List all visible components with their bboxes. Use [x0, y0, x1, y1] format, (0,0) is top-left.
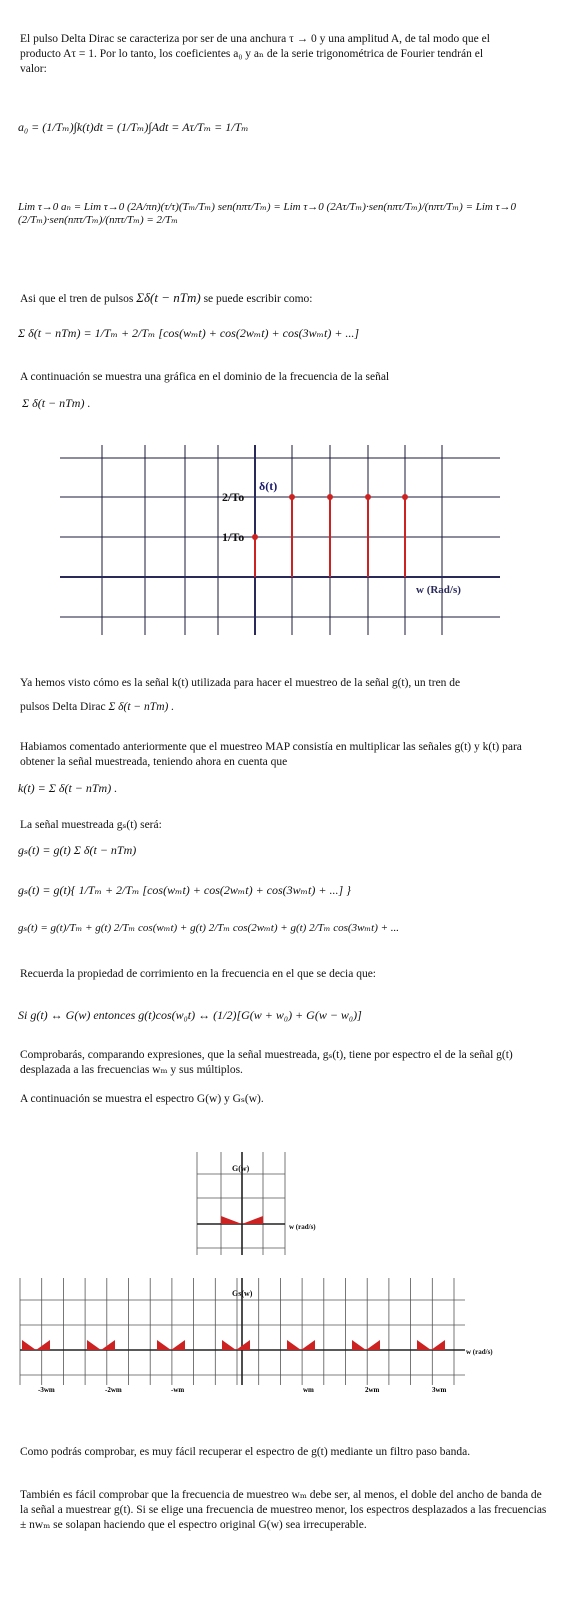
equation-limit-text: Lim τ→0 aₙ = Lim τ→0 (2A/πn)(τ/τ)(Tₘ/Tₘ) sen(nπτ/Tₘ) = Lim τ→0 (2Aτ/Tₘ)·sen(nπτ/Tₘ)/(nπτ/Tₘ) = Lim τ→0 (2/Tₘ)·sen(nπτ/Tₘ)/(nπτ/Tₘ) = 2/Tₘ: [18, 201, 517, 226]
equation-train: [18, 326, 359, 341]
equation-gs2: gₛ(t) = g(t){ 1/Tₘ + 2/Tₘ [cos(wₘt) + cos(2wₘt) + cos(3wₘt) + ...] }: [18, 883, 351, 897]
graph3-tick-label: 3wm: [432, 1386, 447, 1394]
equation-gs1: gₛ(t) = g(t) Σ δ(t − nTm): [18, 843, 137, 857]
equation-a0-text: a₀ = (1/Tₘ)∫k(t)dt = (1/Tₘ)∫Adt = Aτ/Tₘ = 1/Tₘ: [18, 120, 249, 134]
train-paragraph: [20, 290, 560, 307]
graph3-spectrum-copy: [352, 1340, 380, 1350]
graph3-spectrum-copy: [222, 1340, 250, 1350]
graph3-tick-labels: [38, 1386, 447, 1394]
graph-intro-equation: Σ δ(t − nTm) .: [22, 396, 91, 410]
graph3-label-axis: w (rad/s): [466, 1348, 493, 1356]
equation-gs3: gₛ(t) = g(t)/Tₘ + g(t) 2/Tₘ cos(wₘt) + g(t) 2/Tₘ cos(2wₘt) + g(t) 2/Tₘ cos(3wₘt) + ...: [18, 922, 400, 934]
paragraph-final: También es fácil comprobar que la frecuencia de muestreo wₘ debe ser, al menos, el doble del ancho de banda de la señal a muestrear g(t). Si se elige una frecuencia de muestreo menor, los espectros desplazados a las frecuencias ± nwₘ se solapan haciendo que el espectro original G(w) sea irrecuperable.: [20, 1489, 547, 1531]
graph3-spectrum-copy: [87, 1340, 115, 1350]
g-spectrum-graph: [195, 1150, 335, 1260]
paragraph-gs: La señal muestreada gₛ(t) será:: [20, 819, 162, 831]
train-text-b: se puede escribir como:: [203, 293, 313, 305]
equation-a0: [18, 120, 249, 135]
paragraph-comprobaras: Comprobarás, comparando expresiones, que la señal muestreada, gₛ(t), tiene por espectro el de la señal g(t) desplazada a las frecuencias wₘ y sus múltiplos.: [20, 1049, 513, 1076]
graph1-grid: [60, 445, 500, 635]
graph3-tick-label: 2wm: [365, 1386, 380, 1394]
paragraph-k2-equation: Σ δ(t − nTm) .: [108, 701, 175, 713]
equation-shift: Si g(t) ↔ G(w) entonces g(t)cos(w₀t) ↔ (1/2)[G(w + w₀) + G(w − w₀)]: [18, 1008, 362, 1022]
gs-spectrum-graph: [10, 1270, 570, 1400]
graph1-label-delta: δ(t): [259, 479, 278, 493]
equation-limit: [18, 200, 558, 226]
graph3-spectrum-copy: [287, 1340, 315, 1350]
paragraph-recuerda: Recuerda la propiedad de corrimiento en la frecuencia en el que se decia que:: [20, 968, 377, 980]
paragraph-k2-text: pulsos Delta Dirac: [20, 701, 106, 713]
train-sum-symbol: Σδ(t − nTm): [136, 290, 201, 305]
graph1-label-2-over-to: 2/To: [222, 490, 245, 504]
paragraph-spectrum: A continuación se muestra el espectro G(w) y Gₛ(w).: [20, 1093, 264, 1105]
graph3-label-gs: Gs(w): [232, 1289, 253, 1298]
equation-train-text: Σ δ(t − nTm) = 1/Tₘ + 2/Tₘ [cos(wₘt) + cos(2wₘt) + cos(3wₘt) + ...]: [18, 326, 360, 340]
equation-k: k(t) = Σ δ(t − nTm) .: [18, 781, 118, 795]
graph1-label-axis: w (Rad/s): [416, 584, 461, 596]
delta-frequency-graph: [30, 430, 550, 650]
intro-paragraph: El pulso Delta Dirac se caracteriza por ser de una anchura τ → 0 y una amplitud A, de tal modo que el producto Aτ = 1. Por lo tanto, los coeficientes a₀ y aₙ de la serie trigonométrica de Fourier tendrán el valor:: [20, 33, 490, 75]
graph3-spectrum-copy: [417, 1340, 445, 1350]
graph3-tick-label: -2wm: [105, 1386, 122, 1394]
paragraph-map: Habiamos comentado anteriormente que el muestreo MAP consistía en multiplicar las señales g(t) y k(t) para obtener la señal muestreada, teniendo ahora en cuenta que: [20, 741, 522, 768]
graph3-spectrum-copy: [157, 1340, 185, 1350]
graph1-label-1-over-to: 1/To: [222, 530, 245, 544]
graph-intro: A continuación se muestra una gráfica en el dominio de la frecuencia de la señal: [20, 371, 390, 383]
graph2-label-g: G(w): [232, 1164, 250, 1173]
paragraph-filtro: Como podrás comprobar, es muy fácil recuperar el espectro de g(t) mediante un filtro paso banda.: [20, 1446, 471, 1458]
graph3-spectrum-copy: [22, 1340, 50, 1350]
graph3-tick-label: -wm: [171, 1386, 185, 1394]
train-text-a: Asi que el tren de pulsos: [20, 293, 134, 305]
paragraph-k: Ya hemos visto cómo es la señal k(t) utilizada para hacer el muestreo de la señal g(t), un tren de: [20, 677, 461, 689]
paragraph-k2: [20, 700, 560, 715]
graph3-tick-label: wm: [303, 1386, 314, 1394]
graph3-tick-label: -3wm: [38, 1386, 55, 1394]
graph2-label-axis: w (rad/s): [289, 1223, 316, 1231]
